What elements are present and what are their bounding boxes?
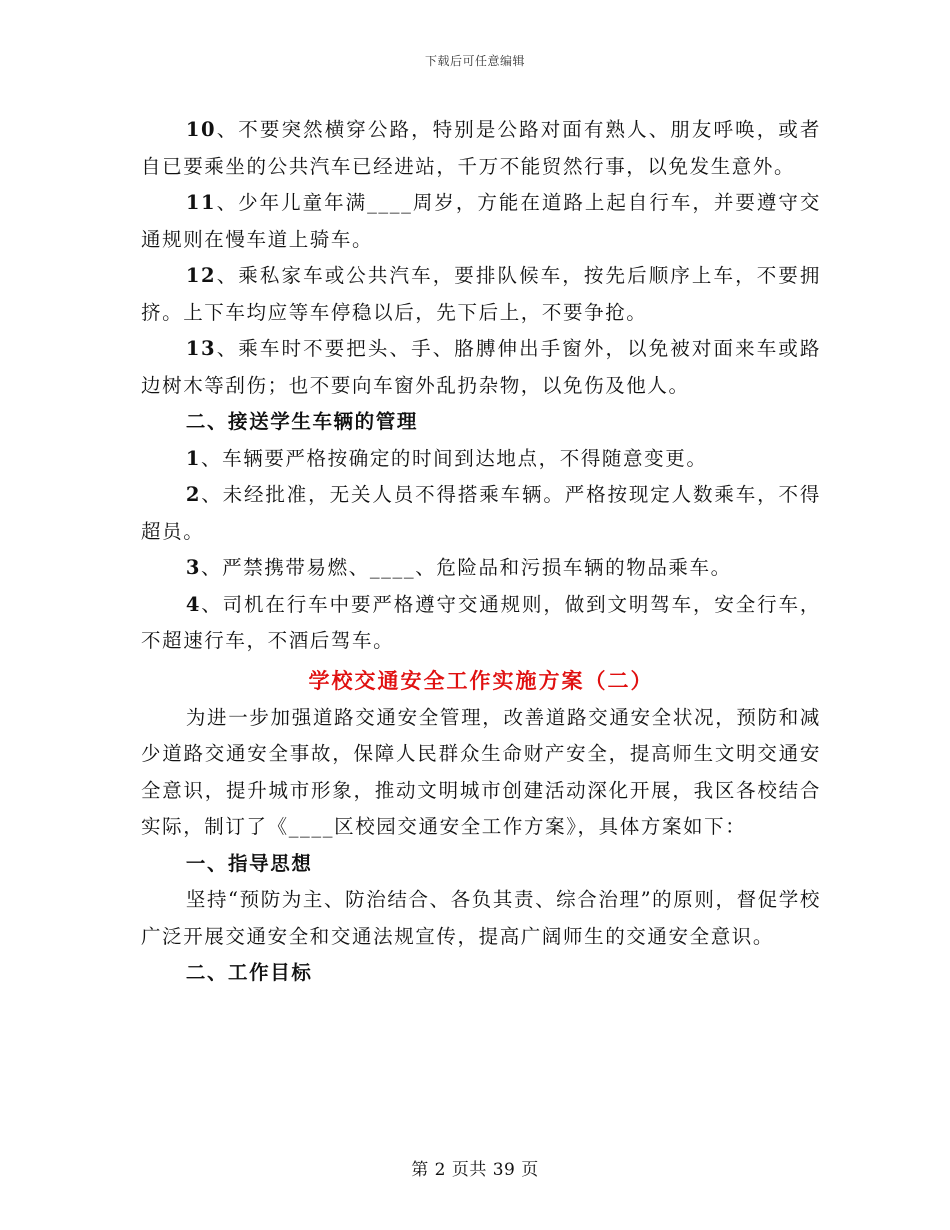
page-footer: 第 2 页共 39 页 [411, 1160, 539, 1180]
item-10 [141, 112, 821, 185]
item-text: 、严禁携带易燃、____、危险品和污损车辆的物品乘车。 [201, 556, 732, 579]
item-text: 、司机在行车中要严格遵守交通规则，做到文明驾车，安全行车，不超速行车，不酒后驾车。 [141, 592, 821, 652]
item-number: 12 [185, 264, 217, 287]
item-number: 3 [185, 556, 202, 579]
document-title: 学校交通安全工作实施方案（二） [308, 667, 654, 693]
item-text: 、车辆要严格按确定的时间到达地点，不得随意变更。 [201, 446, 708, 470]
item-number: 10 [185, 118, 217, 141]
vehicle-item-2 [141, 477, 821, 550]
page-header: 下载后可任意编辑 [424, 54, 525, 68]
section-heading-work-goals: 二、工作目标 [185, 961, 313, 984]
item-number: 13 [185, 337, 217, 360]
item-number: 4 [185, 592, 202, 616]
item-number: 11 [185, 191, 217, 214]
item-text: 、未经批准，无关人员不得搭乘车辆。严格按现定人数乘车，不得超员。 [141, 483, 821, 543]
vehicle-item-4 [141, 587, 821, 660]
vehicle-item-3 [141, 550, 821, 587]
item-text: 、少年儿童年满____周岁，方能在道路上起自行车，并要遵守交通规则在慢车道上骑车。 [141, 191, 821, 251]
intro-paragraph: 为进一步加强道路交通安全管理，改善道路交通安全状况，预防和减少道路交通安全事故，保障人民群众生命财产安全，提高师生文明交通安全意识，提升城市形象，推动文明城市创建活动深化开展，我区各校结合实际，制订了《____区校园交通安全工作方案》，具体方案如下： [141, 705, 821, 838]
section-heading-vehicle-management: 二、接送学生车辆的管理 [185, 410, 418, 433]
item-text: 、不要突然横穿公路，特别是公路对面有熟人、朋友呼唤，或者自已要乘坐的公共汽车已经进站，千万不能贸然行事，以免发生意外。 [141, 118, 821, 178]
item-text: 、乘车时不要把头、手、胳膊伸出手窗外，以免被对面来车或路边树木等刮伤；也不要向车窗外乱扔杂物，以免伤及他人。 [141, 337, 821, 397]
vehicle-item-1 [141, 441, 821, 478]
item-13 [141, 331, 821, 404]
item-11 [141, 185, 821, 258]
item-number: 2 [185, 483, 202, 506]
guiding-ideology-paragraph: 坚持“预防为主、防治结合、各负其责、综合治理”的原则，督促学校广泛开展交通安全和交通法规宣传，提高广阔师生的交通安全意识。 [141, 888, 821, 948]
item-number: 1 [185, 446, 202, 470]
item-text: 、乘私家车或公共汽车，要排队候车，按先后顺序上车，不要拥挤。上下车均应等车停稳以后，先下后上，不要争抢。 [141, 264, 821, 324]
document-body [141, 112, 821, 992]
section-heading-guiding-ideology: 一、指导思想 [185, 851, 313, 875]
item-12 [141, 258, 821, 331]
